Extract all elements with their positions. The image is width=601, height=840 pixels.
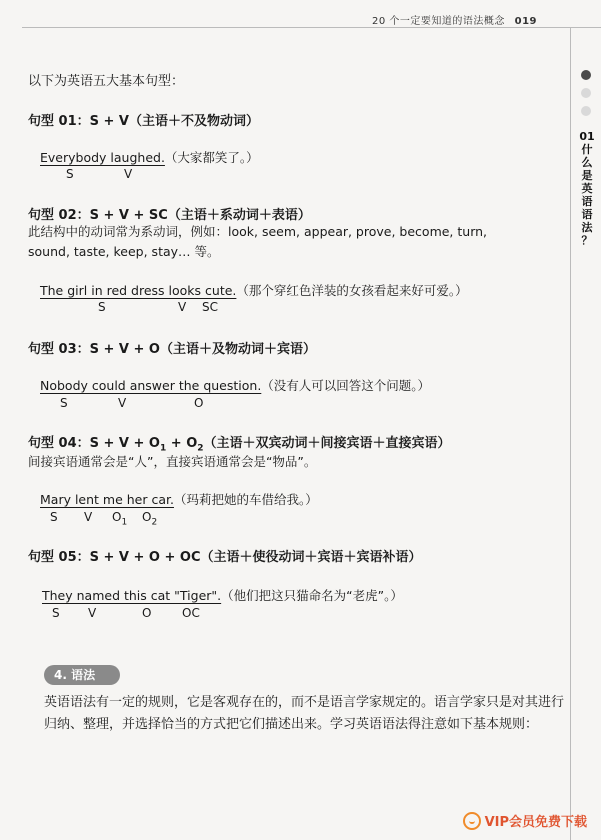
example-chinese: （那个穿红色洋装的女孩看起来好可爱。） (236, 283, 468, 298)
chapter-dots (579, 70, 593, 124)
example-english: The girl in red dress looks cute. (40, 283, 237, 298)
chapter-dot-active (581, 70, 591, 80)
side-tab-char: 语 (581, 208, 593, 221)
watermark (463, 811, 587, 830)
example-chinese: （大家都笑了。） (164, 150, 259, 165)
pattern-heading: 句型 02：S + V + SC（主语＋系动词＋表语） (28, 208, 311, 223)
example-sentence (40, 376, 430, 394)
chapter-dot (581, 88, 591, 98)
side-tab-char: 语 (581, 195, 593, 208)
running-header (372, 12, 537, 27)
pattern-description: 此结构中的动词常为系动词，例如：look, seem, appear, prove, become, turn, sound, taste, keep, stay… 等。 (28, 224, 488, 259)
page-number: 019 (514, 16, 537, 27)
label-o1: $O_1$ (112, 510, 128, 528)
label-v: V (178, 300, 187, 314)
label-s: S (98, 300, 106, 314)
header-rule (22, 27, 601, 28)
example-english: They named this cat "Tiger". (42, 588, 222, 603)
intro-text: 以下为英语五大基本句型： (28, 74, 185, 89)
example-sentence (40, 281, 468, 299)
smile-logo-icon (463, 812, 481, 830)
label-s: S (60, 396, 68, 410)
pattern-description: 间接宾语通常会是“人”，直接宾语通常会是“物品”。 (28, 454, 317, 469)
pattern-heading: 句型 01：S + V（主语＋不及物动词） (28, 114, 259, 129)
side-tab-char: 法 (581, 221, 593, 234)
side-rule (570, 27, 571, 840)
label-s: S (52, 606, 60, 620)
example-chinese: （没有人可以回答这个问题。） (261, 378, 431, 393)
example-chinese: （玛莉把她的车借给我。） (173, 492, 318, 507)
chapter-side-tab (579, 130, 595, 247)
pattern-heading: 句型 03：S + V + O（主语＋及物动词＋宾语） (28, 342, 316, 357)
label-v: V (84, 510, 93, 524)
chapter-number: 01 (579, 130, 595, 143)
label-v: V (124, 167, 133, 181)
label-sc: SC (202, 300, 218, 314)
example-chinese: （他们把这只猫命名为“老虎”。） (221, 588, 403, 603)
side-tab-char: 英 (581, 182, 593, 195)
label-v: V (88, 606, 97, 620)
example-sentence (40, 490, 318, 508)
label-o: O (142, 606, 152, 620)
side-tab-char: 是 (581, 169, 593, 182)
label-oc: OC (182, 606, 200, 620)
label-v: V (118, 396, 127, 410)
example-sentence (40, 148, 259, 166)
label-s: S (50, 510, 58, 524)
side-tab-char: 什 (581, 143, 593, 156)
label-o2: $O_2$ (142, 510, 158, 528)
section-label-pill: 4. 语法 (44, 665, 120, 685)
pattern-heading: 句型 05：S + V + O + OC（主语＋使役动词＋宾语＋宾语补语） (28, 550, 422, 565)
example-english: Nobody could answer the question. (40, 378, 262, 393)
pattern-heading: 句型 04：$S + V + O_1 + O_2$（主语＋双宾动词＋间接宾语＋直接宾语） (28, 436, 451, 454)
section-body-text: 英语语法有一定的规则，它是客观存在的，而不是语言学家规定的。语言学家只是对其进行归纳、整理，并选择恰当的方式把它们描述出来。学习英语语法得注意如下基本规则： (44, 695, 565, 732)
label-s: S (66, 167, 74, 181)
header-title: 20 个一定要知道的语法概念 (372, 16, 505, 27)
side-tab-char: 么 (581, 156, 593, 169)
watermark-text: VIP会员免费下载 (484, 815, 587, 830)
example-english: Mary lent me her car. (40, 492, 174, 507)
side-tab-char: ？ (581, 234, 593, 247)
example-sentence (42, 586, 403, 604)
example-english: Everybody laughed. (40, 150, 165, 165)
label-o: O (194, 396, 204, 410)
chapter-dot (581, 106, 591, 116)
